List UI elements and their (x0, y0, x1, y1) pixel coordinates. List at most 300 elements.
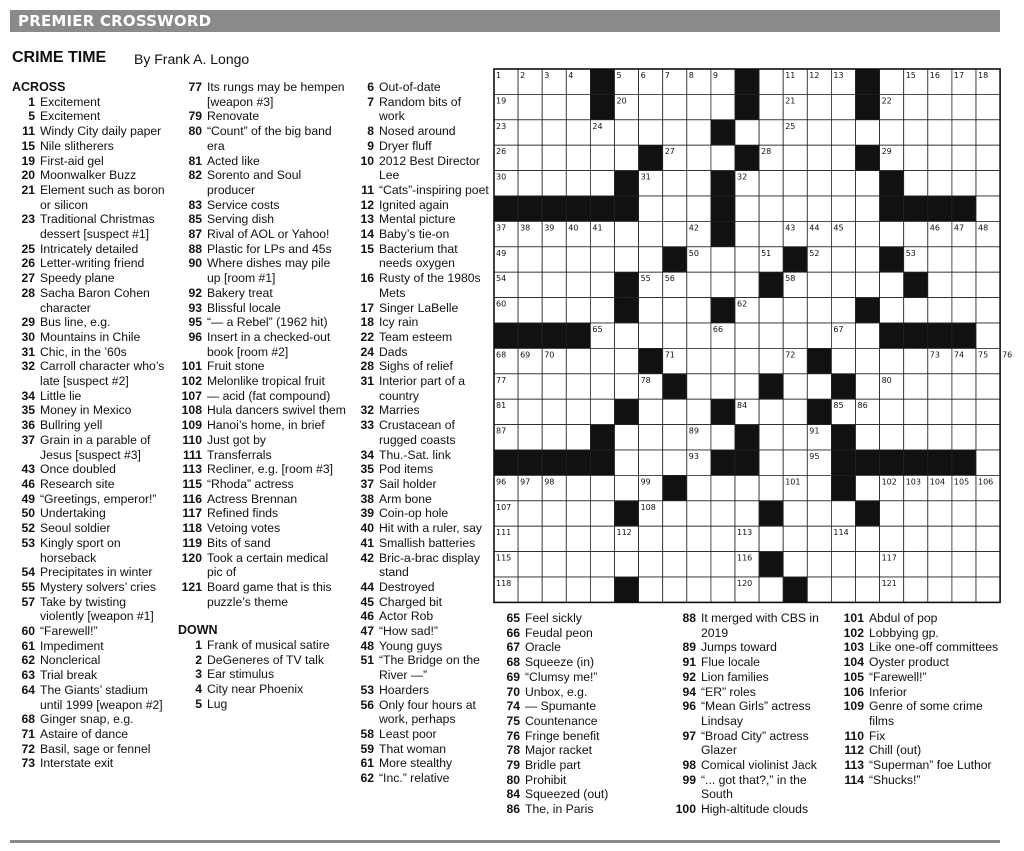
answer-square[interactable] (542, 145, 566, 170)
clue-item (178, 492, 346, 507)
answer-square[interactable] (928, 577, 952, 602)
answer-square[interactable] (542, 120, 566, 145)
answer-square[interactable] (663, 298, 687, 323)
answer-square[interactable] (566, 348, 590, 373)
answer-square[interactable] (807, 196, 831, 221)
answer-square[interactable] (880, 526, 904, 551)
answer-square[interactable] (518, 145, 542, 170)
clue-text: Letter-writing friend (40, 256, 145, 271)
answer-square[interactable] (904, 501, 928, 526)
answer-square[interactable] (518, 272, 542, 297)
answer-square[interactable] (928, 374, 952, 399)
answer-square[interactable] (663, 425, 687, 450)
answer-square[interactable] (639, 221, 663, 246)
answer-square[interactable] (856, 323, 880, 348)
answer-square[interactable] (928, 94, 952, 119)
answer-square[interactable] (807, 552, 831, 577)
answer-square[interactable] (615, 552, 639, 577)
answer-square[interactable] (759, 196, 783, 221)
answer-square[interactable] (687, 399, 711, 424)
answer-square[interactable] (856, 196, 880, 221)
answer-square[interactable] (687, 374, 711, 399)
answer-square[interactable] (566, 577, 590, 602)
answer-square[interactable] (759, 348, 783, 373)
answer-square[interactable] (783, 171, 807, 196)
answer-square[interactable] (663, 526, 687, 551)
answer-square[interactable] (711, 145, 735, 170)
clue-number: 96 (188, 329, 202, 344)
clue-text: First-aid gel (40, 153, 104, 168)
answer-square[interactable] (542, 374, 566, 399)
answer-square[interactable] (807, 501, 831, 526)
answer-square[interactable] (976, 120, 1000, 145)
clue-item (178, 109, 346, 124)
answer-square[interactable] (639, 323, 663, 348)
answer-square[interactable] (759, 69, 783, 94)
answer-square[interactable] (759, 221, 783, 246)
answer-square[interactable] (952, 298, 976, 323)
answer-square[interactable] (711, 552, 735, 577)
clue-item (12, 668, 172, 683)
answer-square[interactable] (639, 450, 663, 475)
answer-square[interactable] (518, 247, 542, 272)
answer-square[interactable] (759, 425, 783, 450)
answer-square[interactable] (639, 552, 663, 577)
answer-square[interactable] (880, 399, 904, 424)
answer-square[interactable] (952, 425, 976, 450)
answer-square[interactable] (566, 272, 590, 297)
answer-square[interactable] (542, 425, 566, 450)
answer-square[interactable] (687, 298, 711, 323)
clue-item (350, 536, 490, 551)
answer-square[interactable] (831, 94, 855, 119)
answer-square[interactable] (566, 526, 590, 551)
answer-square[interactable] (735, 323, 759, 348)
clue-text: That woman (379, 741, 447, 756)
answer-square[interactable] (952, 501, 976, 526)
answer-square[interactable] (615, 120, 639, 145)
answer-square[interactable] (687, 145, 711, 170)
answer-square[interactable] (639, 526, 663, 551)
answer-square[interactable] (856, 475, 880, 500)
answer-square[interactable] (687, 526, 711, 551)
answer-square[interactable] (542, 399, 566, 424)
answer-square[interactable] (807, 94, 831, 119)
clue-item (12, 183, 172, 212)
answer-square[interactable] (566, 399, 590, 424)
answer-square[interactable] (590, 171, 614, 196)
answer-square[interactable] (976, 425, 1000, 450)
answer-square[interactable] (518, 298, 542, 323)
answer-square[interactable] (711, 526, 735, 551)
answer-square[interactable] (783, 552, 807, 577)
answer-square[interactable] (856, 526, 880, 551)
answer-square[interactable] (928, 501, 952, 526)
answer-square[interactable] (952, 247, 976, 272)
answer-square[interactable] (615, 348, 639, 373)
answer-square[interactable] (783, 323, 807, 348)
answer-square[interactable] (615, 323, 639, 348)
answer-square[interactable] (687, 577, 711, 602)
answer-square[interactable] (928, 425, 952, 450)
clue-item (12, 742, 172, 757)
answer-square[interactable] (735, 374, 759, 399)
answer-square[interactable] (831, 272, 855, 297)
answer-square[interactable] (952, 94, 976, 119)
answer-square[interactable] (976, 501, 1000, 526)
grid-number: 98 (544, 477, 555, 487)
answer-square[interactable] (831, 247, 855, 272)
answer-square[interactable] (639, 247, 663, 272)
answer-square[interactable] (590, 374, 614, 399)
answer-square[interactable] (711, 475, 735, 500)
answer-square[interactable] (928, 526, 952, 551)
answer-square[interactable] (831, 552, 855, 577)
answer-square[interactable] (590, 399, 614, 424)
answer-square[interactable] (711, 348, 735, 373)
answer-square[interactable] (904, 145, 928, 170)
answer-square[interactable] (807, 298, 831, 323)
answer-square[interactable] (880, 298, 904, 323)
answer-square[interactable] (590, 526, 614, 551)
answer-square[interactable] (590, 348, 614, 373)
grid-number: 118 (496, 579, 512, 588)
answer-square[interactable] (566, 145, 590, 170)
answer-square[interactable] (687, 501, 711, 526)
answer-square[interactable] (783, 145, 807, 170)
answer-square[interactable] (566, 247, 590, 272)
answer-square[interactable] (687, 475, 711, 500)
answer-square[interactable] (711, 501, 735, 526)
answer-square[interactable] (928, 247, 952, 272)
answer-square[interactable] (615, 374, 639, 399)
answer-square[interactable] (615, 247, 639, 272)
answer-square[interactable] (904, 399, 928, 424)
answer-square[interactable] (880, 272, 904, 297)
answer-square[interactable] (542, 577, 566, 602)
answer-square[interactable] (590, 247, 614, 272)
answer-square[interactable] (615, 475, 639, 500)
answer-square[interactable] (904, 526, 928, 551)
clue-item (178, 242, 346, 257)
answer-square[interactable] (904, 348, 928, 373)
answer-square[interactable] (518, 171, 542, 196)
answer-square[interactable] (759, 450, 783, 475)
answer-square[interactable] (711, 94, 735, 119)
answer-square[interactable] (831, 171, 855, 196)
answer-square[interactable] (566, 374, 590, 399)
answer-square[interactable] (735, 247, 759, 272)
answer-square[interactable] (904, 374, 928, 399)
answer-square[interactable] (735, 196, 759, 221)
answer-square[interactable] (590, 272, 614, 297)
answer-square[interactable] (904, 425, 928, 450)
answer-square[interactable] (952, 272, 976, 297)
answer-square[interactable] (904, 171, 928, 196)
answer-square[interactable] (518, 552, 542, 577)
clue-item (12, 653, 172, 668)
grid-number: 27 (664, 147, 675, 157)
clue-number: 72 (21, 741, 35, 756)
answer-square[interactable] (904, 120, 928, 145)
answer-square[interactable] (856, 425, 880, 450)
answer-square[interactable] (880, 348, 904, 373)
answer-square[interactable] (542, 94, 566, 119)
answer-square[interactable] (590, 552, 614, 577)
answer-square[interactable] (615, 221, 639, 246)
answer-square[interactable] (976, 552, 1000, 577)
answer-square[interactable] (880, 425, 904, 450)
answer-square[interactable] (663, 501, 687, 526)
answer-square[interactable] (880, 501, 904, 526)
answer-square[interactable] (615, 145, 639, 170)
answer-square[interactable] (783, 450, 807, 475)
answer-square[interactable] (928, 171, 952, 196)
answer-square[interactable] (639, 120, 663, 145)
answer-square[interactable] (952, 374, 976, 399)
answer-square[interactable] (663, 94, 687, 119)
answer-square[interactable] (976, 399, 1000, 424)
answer-square[interactable] (952, 145, 976, 170)
answer-square[interactable] (687, 323, 711, 348)
answer-square[interactable] (783, 298, 807, 323)
answer-square[interactable] (663, 196, 687, 221)
answer-square[interactable] (856, 120, 880, 145)
answer-square[interactable] (952, 171, 976, 196)
answer-square[interactable] (590, 577, 614, 602)
answer-square[interactable] (590, 145, 614, 170)
answer-square[interactable] (807, 577, 831, 602)
answer-square[interactable] (807, 323, 831, 348)
answer-square[interactable] (856, 552, 880, 577)
answer-square[interactable] (976, 171, 1000, 196)
answer-square[interactable] (590, 501, 614, 526)
answer-square[interactable] (759, 577, 783, 602)
answer-square[interactable] (711, 247, 735, 272)
answer-square[interactable] (759, 298, 783, 323)
answer-square[interactable] (735, 475, 759, 500)
answer-square[interactable] (928, 399, 952, 424)
answer-square[interactable] (687, 94, 711, 119)
answer-square[interactable] (976, 145, 1000, 170)
answer-square[interactable] (759, 475, 783, 500)
clue-number: 102 (181, 374, 202, 389)
crossword-grid[interactable] (494, 69, 1013, 603)
answer-square[interactable] (687, 196, 711, 221)
clue-item (497, 670, 667, 685)
answer-square[interactable] (904, 577, 928, 602)
answer-square[interactable] (566, 501, 590, 526)
answer-square[interactable] (639, 298, 663, 323)
answer-square[interactable] (952, 399, 976, 424)
answer-square[interactable] (615, 450, 639, 475)
answer-square[interactable] (566, 475, 590, 500)
answer-square[interactable] (976, 323, 1000, 348)
answer-square[interactable] (856, 247, 880, 272)
clue-text: Ear stimulus (207, 667, 275, 682)
answer-square[interactable] (735, 501, 759, 526)
answer-square[interactable] (663, 450, 687, 475)
answer-square[interactable] (663, 171, 687, 196)
answer-square[interactable] (783, 374, 807, 399)
answer-square[interactable] (711, 577, 735, 602)
answer-square[interactable] (590, 298, 614, 323)
grid-number: 114 (833, 528, 849, 538)
answer-square[interactable] (976, 272, 1000, 297)
answer-square[interactable] (711, 374, 735, 399)
answer-square[interactable] (639, 577, 663, 602)
answer-square[interactable] (952, 577, 976, 602)
answer-square[interactable] (663, 323, 687, 348)
answer-square[interactable] (928, 145, 952, 170)
answer-square[interactable] (663, 399, 687, 424)
answer-square[interactable] (615, 425, 639, 450)
answer-square[interactable] (759, 171, 783, 196)
answer-square[interactable] (687, 120, 711, 145)
answer-square[interactable] (976, 526, 1000, 551)
answer-square[interactable] (928, 552, 952, 577)
clue-text: Basil, sage or fennel (40, 741, 151, 756)
answer-square[interactable] (928, 298, 952, 323)
answer-square[interactable] (783, 425, 807, 450)
answer-square[interactable] (880, 120, 904, 145)
answer-square[interactable] (542, 552, 566, 577)
answer-square[interactable] (880, 69, 904, 94)
answer-square[interactable] (518, 374, 542, 399)
answer-square[interactable] (807, 171, 831, 196)
answer-square[interactable] (831, 348, 855, 373)
answer-square[interactable] (807, 120, 831, 145)
clue-text: Lobbying gp. (869, 625, 939, 640)
answer-square[interactable] (807, 272, 831, 297)
answer-square[interactable] (856, 374, 880, 399)
clue-number: 116 (182, 491, 202, 506)
answer-square[interactable] (856, 171, 880, 196)
answer-square[interactable] (566, 171, 590, 196)
answer-square[interactable] (566, 298, 590, 323)
answer-square[interactable] (807, 475, 831, 500)
answer-square[interactable] (518, 526, 542, 551)
answer-square[interactable] (663, 120, 687, 145)
answer-square[interactable] (639, 399, 663, 424)
answer-square[interactable] (542, 247, 566, 272)
answer-square[interactable] (663, 221, 687, 246)
answer-square[interactable] (904, 552, 928, 577)
answer-square[interactable] (735, 272, 759, 297)
answer-square[interactable] (904, 221, 928, 246)
answer-square[interactable] (856, 272, 880, 297)
answer-square[interactable] (663, 552, 687, 577)
answer-square[interactable] (663, 577, 687, 602)
answer-square[interactable] (711, 425, 735, 450)
clue-number: 85 (188, 212, 202, 227)
answer-square[interactable] (590, 475, 614, 500)
answer-square[interactable] (807, 145, 831, 170)
answer-square[interactable] (928, 272, 952, 297)
answer-square[interactable] (880, 221, 904, 246)
answer-square[interactable] (687, 348, 711, 373)
answer-square[interactable] (856, 577, 880, 602)
answer-square[interactable] (566, 425, 590, 450)
answer-square[interactable] (759, 120, 783, 145)
grid-number: 40 (568, 223, 579, 233)
answer-square[interactable] (639, 94, 663, 119)
answer-square[interactable] (928, 120, 952, 145)
answer-square[interactable] (807, 374, 831, 399)
grid-number: 95 (809, 452, 820, 461)
answer-square[interactable] (831, 120, 855, 145)
answer-square[interactable] (831, 145, 855, 170)
answer-square[interactable] (566, 552, 590, 577)
answer-square[interactable] (687, 171, 711, 196)
answer-square[interactable] (976, 298, 1000, 323)
answer-square[interactable] (759, 399, 783, 424)
answer-square[interactable] (976, 577, 1000, 602)
clue-number: 119 (182, 535, 202, 550)
answer-square[interactable] (904, 298, 928, 323)
clue-text: Squeeze (in) (525, 655, 595, 670)
answer-square[interactable] (783, 526, 807, 551)
answer-square[interactable] (952, 552, 976, 577)
answer-square[interactable] (831, 298, 855, 323)
answer-square[interactable] (976, 94, 1000, 119)
answer-square[interactable] (759, 94, 783, 119)
answer-square[interactable] (735, 221, 759, 246)
answer-square[interactable] (518, 120, 542, 145)
answer-square[interactable] (952, 120, 976, 145)
answer-square[interactable] (518, 425, 542, 450)
answer-square[interactable] (783, 399, 807, 424)
answer-square[interactable] (904, 94, 928, 119)
answer-square[interactable] (518, 94, 542, 119)
answer-square[interactable] (783, 196, 807, 221)
answer-square[interactable] (711, 272, 735, 297)
clue-number: 76 (506, 728, 520, 743)
answer-square[interactable] (856, 221, 880, 246)
answer-square[interactable] (831, 501, 855, 526)
answer-square[interactable] (856, 348, 880, 373)
answer-square[interactable] (518, 501, 542, 526)
answer-square[interactable] (735, 348, 759, 373)
answer-square[interactable] (566, 94, 590, 119)
answer-square[interactable] (831, 196, 855, 221)
answer-square[interactable] (542, 298, 566, 323)
answer-square[interactable] (976, 196, 1000, 221)
answer-square[interactable] (952, 526, 976, 551)
answer-square[interactable] (976, 450, 1000, 475)
answer-square[interactable] (542, 501, 566, 526)
answer-square[interactable] (783, 501, 807, 526)
answer-square[interactable] (687, 552, 711, 577)
answer-square[interactable] (542, 526, 566, 551)
answer-square[interactable] (639, 196, 663, 221)
answer-square[interactable] (542, 272, 566, 297)
answer-square[interactable] (518, 577, 542, 602)
answer-square[interactable] (639, 425, 663, 450)
answer-square[interactable] (759, 323, 783, 348)
answer-square[interactable] (687, 272, 711, 297)
black-square (880, 247, 904, 272)
answer-square[interactable] (976, 247, 1000, 272)
answer-square[interactable] (759, 526, 783, 551)
answer-square[interactable] (735, 120, 759, 145)
answer-square[interactable] (831, 577, 855, 602)
answer-square[interactable] (566, 120, 590, 145)
answer-square[interactable] (518, 399, 542, 424)
answer-square[interactable] (542, 171, 566, 196)
answer-square[interactable] (807, 526, 831, 551)
answer-square[interactable] (976, 374, 1000, 399)
